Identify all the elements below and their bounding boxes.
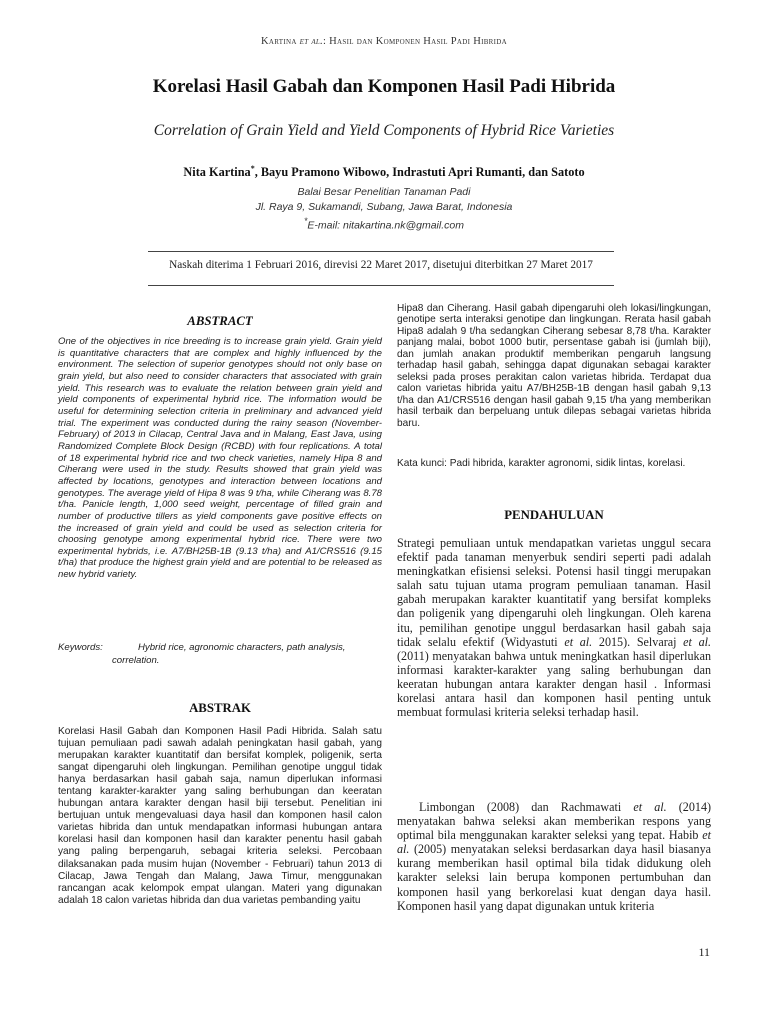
affiliation-institution: Balai Besar Penelitian Tanaman Padi (297, 186, 471, 198)
abstrak-continuation: Hipa8 dan Ciherang. Hasil gabah dipengaruhi oleh lokasi/lingkungan, genotipe serta interaksi genotipe dan lingkungan. Rerata hasil gabah Hipa8 adalah 9 t/ha sedangkan Ciherang sebesar 8,78 t/ha. Karakter panjang malai, bobot 1000 butir, persentase gabah isi (jumlah biji), dan jumlah anakan produktif memberikan pengaruh langsung terhadap hasil gabah, sehingga dapat digunakan sebagai karakter seleksi pada proses perakitan calon varietas hibrida. Terdapat dua calon varietas hibrida yaitu A7/BH25B-1B dengan hasil gabah 9,13 t/ha dan A1/CRS516 dengan hasil gabah 9,15 t/ha yang memberikan hasil terbaik dan berpeluang untuk dilepas sebagai varietas hibrida baru. (397, 303, 711, 429)
other-authors: , Bayu Pramono Wibowo, Indrastuti Apri Rumanti, dan Satoto (254, 165, 585, 180)
corresponding-mark: * (250, 164, 255, 173)
abstract-keywords: Keywords: Hybrid rice, agronomic characters, path analysis, correlation. (58, 642, 346, 666)
divider-bottom (148, 285, 614, 286)
kata-kunci: Kata kunci: Padi hibrida, karakter agronomi, sidik lintas, korelasi. (397, 458, 686, 469)
intro-paragraph-1: Strategi pemuliaan untuk mendapatkan varietas unggul secara efektif pada tanaman menyerbuk sendiri seperti padi adalah meningkatkan efisiensi seleksi. Potensi hasil tinggi merupakan salah satu tujuan utama program pemuliaan tanaman. Hasil gabah merupakan karakter kuantitatif yang bersifat kompleks dan poligenik yang dipengaruhi oleh lingkungan. Oleh karena itu, pemilihan genotipe unggul berdasarkan hasil gabah saja tidak selalu efektif (Widyastuti et al. 2015). Selvaraj et al. (2011) menyatakan bahwa untuk meningkatkan hasil diperlukan informasi karakter-karakter yang saling berhubungan dan keeratan hubungan antara karakter dengan hasil . Informasi korelasi antara hasil dan komponen hasil penting untuk membuat formulasi kriteria seleksi terhadap hasil. (397, 536, 712, 720)
abstrak-heading: ABSTRAK (189, 701, 251, 715)
english-title: Correlation of Grain Yield and Yield Components of Hybrid Rice Varieties (153, 122, 615, 139)
page-title: Korelasi Hasil Gabah dan Komponen Hasil Padi Hibrida (152, 76, 616, 97)
received-dates: Naskah diterima 1 Februari 2016, direvisi 22 Maret 2017, disetujui diterbitkan 27 Maret 2017 (169, 259, 593, 271)
intro-paragraph-2: Limbongan (2008) dan Rachmawati et al. (2014) menyatakan bahwa seleksi akan memberikan respons yang optimal bila menggunakan karakter seleksi yang tepat. Habib et al. (2005) menyatakan seleksi berdasarkan daya hasil biasanya kurang memberikan hasil optimal bila tidak didukung oleh karakter seleksi lain berupa komponen pertumbuhan dan komponen hasil yang berkorelasi kuat dengan daya hasil. Komponen hasil yang dapat digunakan untuk kriteria (397, 800, 712, 913)
abstract-body: One of the objectives in rice breeding is to increase grain yield. Grain yield is quantitative characters that are complex and highly influenced by the environment. The selection of superior genotypes should not only base on grain yield, but also need to consider characters that associated with grain yield. This research was to evaluate the relation between grain yield and yield components of experimental hybrid rice. The information would be useful for determining selection criteria in preliminary and advanced yield trial. The experiment was conducted during the rainy season (November-February) of 2013 in Cilacap, Central Java and in Malang, East Java, using Randomized Complete Block Design (RCBD) with four replications. A total of 18 experimental hybrid rice and two check varieties, namely Hipa 8 and Ciherang were used in the study. Results showed that grain yield was affected by locations, genotypes and interaction between locations and genotypes. The average yield of Hipa 8 was 9 t/ha, while Ciherang was 8.78 t/ha. Panicle length, 1,000 seed weight, percentage of filled grain and number of productive tillers as yield components gave positive effects on the increased of grain yield and could be used as selection criteria for choosing genotype among experimental hybrid rice. There were two experimental hybrids, i.e. A7/BH25B-1B (9.13 t/ha) and A1/CRS516 (9.15 t/ha) that produce the highest grain yield and are potential to be released as new hybrid variety. (58, 336, 382, 581)
running-header: Kartina et al.: Hasil dan Komponen Hasil Padi Hibrida (260, 36, 507, 47)
abstrak-body: Korelasi Hasil Gabah dan Komponen Hasil Padi Hibrida. Salah satu tujuan pemuliaan padi sawah adalah peningkatan hasil gabah, yang merupakan karakter kuantitatif dan bersifat komplek, poligenik, serta sangat dipengaruhi oleh lingkungan. Pemilihan genotipe unggul tidak hanya berdasarkan hasil gabah saja, namun diperlukan informasi tentang karakter-karakter yang saling berhubungan dan keeratan hubungan antara karakter dengan hasil biji tersebut. Penelitian ini bertujuan untuk mengevaluasi daya hasil dan komponen hasil calon varietas hibrida dan untuk mendapatkan informasi hubungan antara korelasi hasil dan komponen hasil dan karakter penentu hasil gabah yang paling berpengaruh, sebagai kriteria seleksi. Percobaan dilaksanakan pada musim hujan (November - Februari) tahun 2013 di Cilacap, Jawa Tengah dan Malang, Jawa Timur, menggunakan rancangan acak kelompok empat ulangan. Materi yang digunakan adalah 18 calon varietas hibrida dan dua varietas pembanding yaitu (58, 726, 382, 906)
affiliation-email: *E-mail: nitakartina.nk@gmail.com (304, 216, 464, 232)
pendahuluan-heading: PENDAHULUAN (504, 508, 604, 522)
affiliation-address: Jl. Raya 9, Sukamandi, Subang, Jawa Barat, Indonesia (255, 201, 513, 213)
abstract-heading: ABSTRACT (187, 314, 253, 328)
keywords-label: Keywords: (58, 642, 103, 653)
author-list (60, 164, 708, 180)
first-author: Nita Kartina (183, 165, 251, 180)
divider-top (148, 251, 614, 252)
page-number: 11 (698, 945, 710, 959)
